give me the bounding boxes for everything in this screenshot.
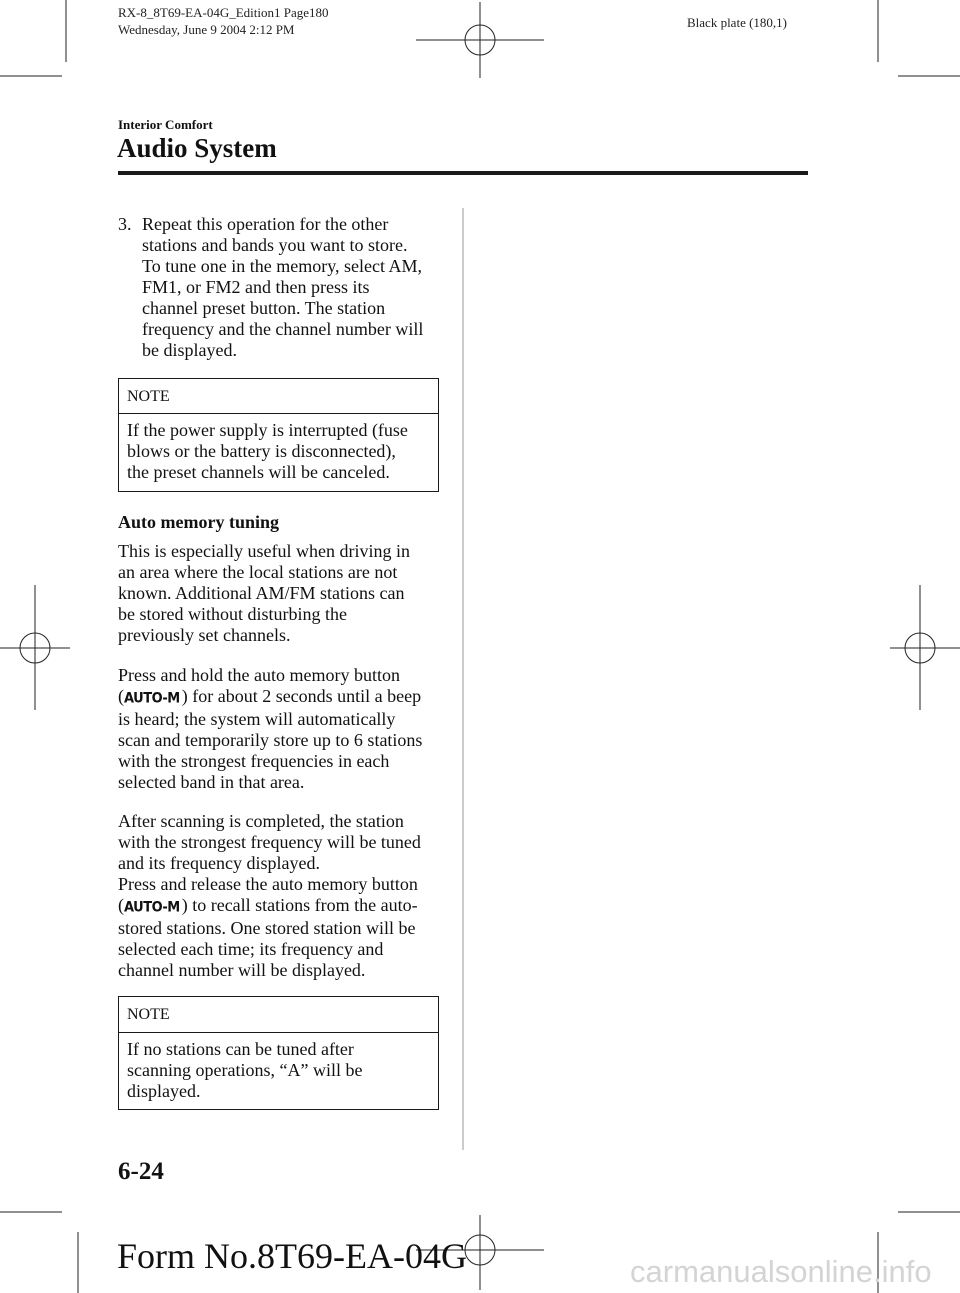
recall-line: (AUTO-M ) to recall stations from the auto- xyxy=(118,895,458,918)
press-hold-paragraph xyxy=(118,665,448,793)
recall-line: stored stations. One stored station will be xyxy=(118,918,416,938)
note-line: If no stations can be tuned after xyxy=(127,1039,354,1059)
note-line: scanning operations, “A” will be xyxy=(127,1060,363,1080)
intro-line: an area where the local stations are not xyxy=(118,562,398,582)
press-hold-line: is heard; the system will automatically xyxy=(118,709,396,729)
note-body xyxy=(119,414,438,489)
step-line: channel preset button. The station xyxy=(142,298,386,318)
after-line: with the strongest frequency will be tuned xyxy=(118,832,421,852)
press-hold-line: (AUTO-M ) for about 2 seconds until a beep xyxy=(118,686,448,709)
after-line: and its frequency displayed. xyxy=(118,853,320,873)
intro-line: This is especially useful when driving in xyxy=(118,541,410,561)
recall-after: ) to recall stations from the auto- xyxy=(181,895,418,915)
note-box xyxy=(118,378,439,492)
page-title: Audio System xyxy=(117,133,277,163)
note-line: blows or the battery is disconnected), xyxy=(127,441,396,461)
intro-line: previously set channels. xyxy=(118,625,291,645)
note-body xyxy=(119,1033,438,1108)
section-heading: Auto memory tuning xyxy=(118,512,279,532)
intro-paragraph xyxy=(118,541,448,646)
note-box xyxy=(118,996,439,1110)
file-info xyxy=(118,4,329,38)
intro-line: be stored without disturbing the xyxy=(118,604,347,624)
step-line: be displayed. xyxy=(142,340,237,360)
watermark: carmanualsonline.info xyxy=(630,1254,932,1289)
step-line: Repeat this operation for the other xyxy=(142,214,389,234)
date-line: Wednesday, June 9 2004 2:12 PM xyxy=(118,22,295,37)
press-hold-line: selected band in that area. xyxy=(118,772,305,792)
recall-line: selected each time; its frequency and xyxy=(118,939,384,959)
step-line: To tune one in the memory, select AM, xyxy=(142,256,423,276)
press-hold-after: ) for about 2 seconds until a beep xyxy=(181,686,422,706)
note-line: If the power supply is interrupted (fuse xyxy=(127,420,408,440)
step-line: stations and bands you want to store. xyxy=(142,235,408,255)
auto-m-button-icon: AUTO-M xyxy=(124,899,180,916)
step-text xyxy=(142,214,462,361)
note-heading: NOTE xyxy=(119,997,438,1033)
form-number: Form No.8T69-EA-04G xyxy=(117,1236,467,1276)
plate-label: Black plate (180,1) xyxy=(687,15,787,30)
step-number: 3. xyxy=(118,214,132,234)
step-line: FM1, or FM2 and then press its xyxy=(142,277,370,297)
intro-line: known. Additional AM/FM stations can xyxy=(118,583,405,603)
file-line: RX-8_8T69-EA-04G_Edition1 Page180 xyxy=(118,5,329,20)
press-hold-line: scan and temporarily store up to 6 stations xyxy=(118,730,423,750)
press-hold-line: with the strongest frequencies in each xyxy=(118,751,390,771)
page-number: 6-24 xyxy=(118,1158,164,1185)
recall-line: channel number will be displayed. xyxy=(118,960,366,980)
after-line: Press and release the auto memory button xyxy=(118,874,418,894)
section-label: Interior Comfort xyxy=(118,117,213,132)
after-scan-paragraph xyxy=(118,811,458,981)
note-line: the preset channels will be canceled. xyxy=(127,462,390,482)
press-hold-line: Press and hold the auto memory button xyxy=(118,665,400,685)
note-line: displayed. xyxy=(127,1081,201,1101)
auto-m-button-icon: AUTO-M xyxy=(124,690,180,707)
step-line: frequency and the channel number will xyxy=(142,319,424,339)
note-heading: NOTE xyxy=(119,379,438,414)
title-rule xyxy=(118,171,808,175)
after-line: After scanning is completed, the station xyxy=(118,811,404,831)
